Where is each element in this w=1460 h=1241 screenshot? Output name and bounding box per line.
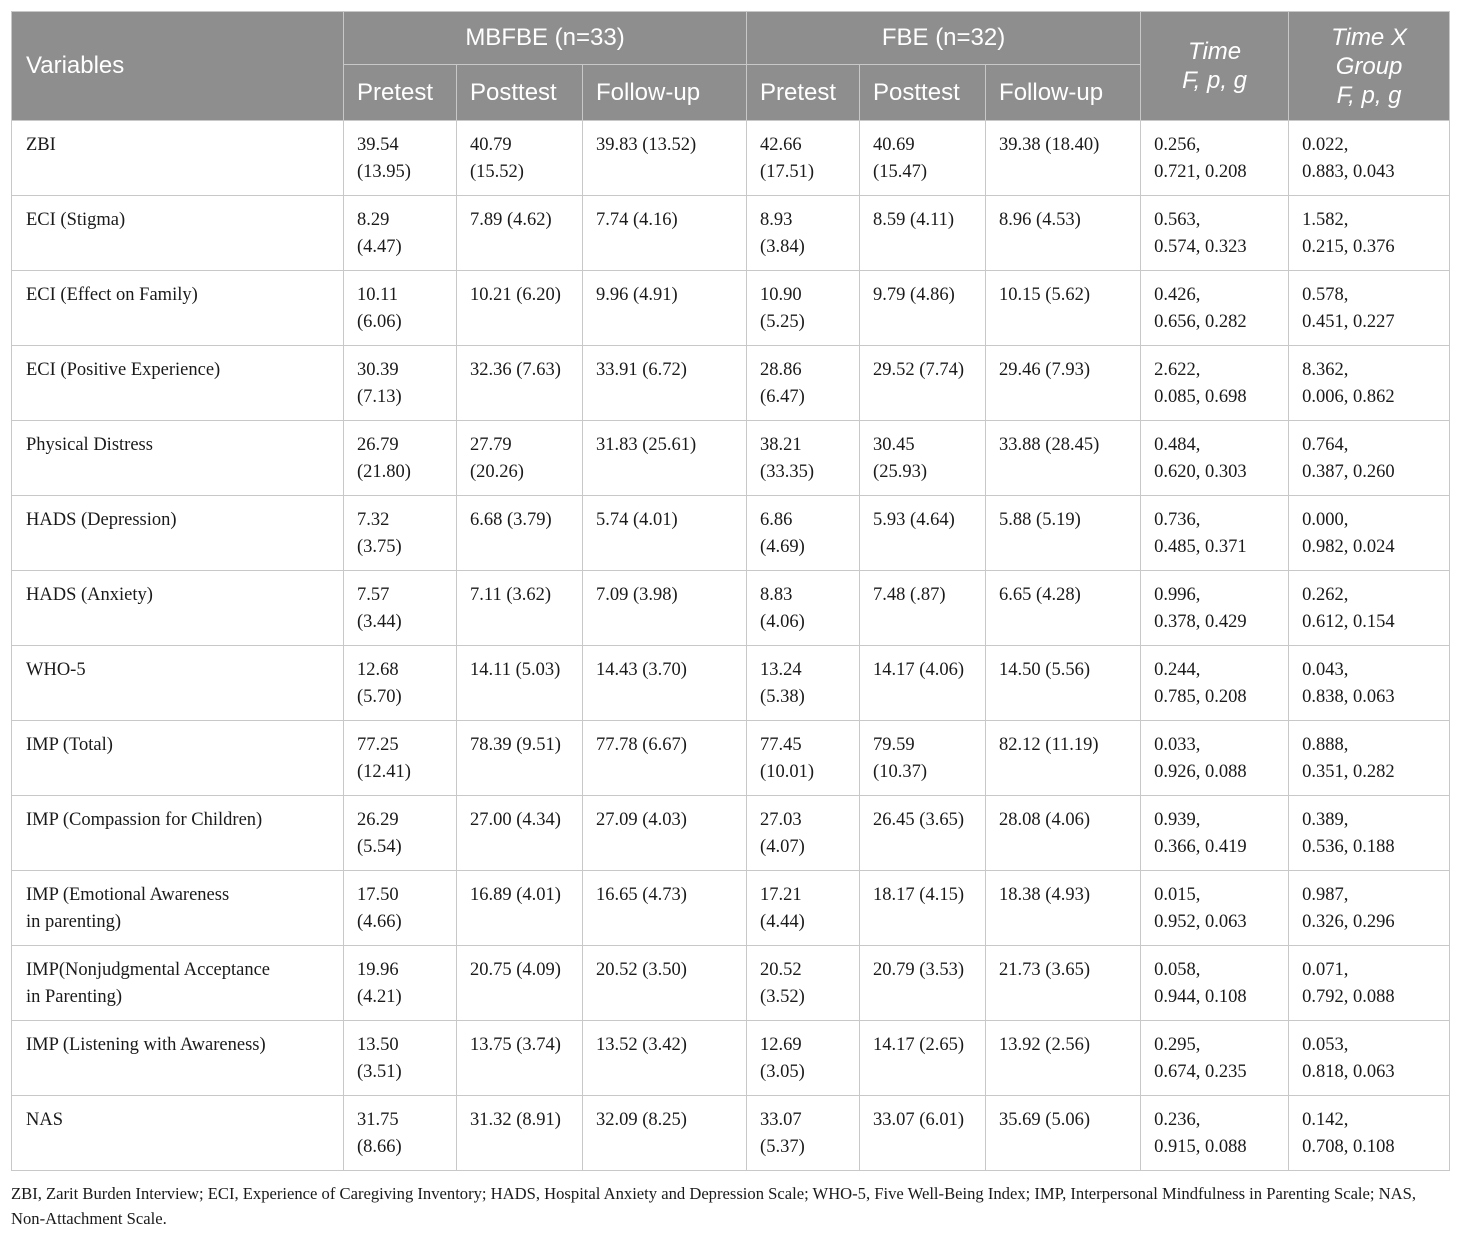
table-row (12, 496, 1450, 571)
value-cell: 77.25 (12.41) (344, 721, 457, 796)
row-variable-cell: ECI (Stigma) (12, 196, 344, 271)
table-body (12, 121, 1450, 1171)
value-cell: 26.29 (5.54) (344, 796, 457, 871)
header-time-x-group (1289, 12, 1450, 121)
row-variable-cell: ECI (Effect on Family) (12, 271, 344, 346)
value-cell: 0.015, 0.952, 0.063 (1141, 871, 1289, 946)
header-fbe-pretest: Pretest (747, 65, 860, 121)
value-cell: 8.83 (4.06) (747, 571, 860, 646)
header-fbe-followup: Follow-up (986, 65, 1141, 121)
header-mbfbe-pretest: Pretest (344, 65, 457, 121)
table-row (12, 346, 1450, 421)
value-cell: 20.79 (3.53) (860, 946, 986, 1021)
value-cell: 0.563, 0.574, 0.323 (1141, 196, 1289, 271)
value-cell: 12.69 (3.05) (747, 1021, 860, 1096)
value-cell: 32.09 (8.25) (583, 1096, 747, 1171)
value-cell: 17.21 (4.44) (747, 871, 860, 946)
value-cell: 14.50 (5.56) (986, 646, 1141, 721)
value-cell: 7.11 (3.62) (457, 571, 583, 646)
value-cell: 38.21 (33.35) (747, 421, 860, 496)
value-cell: 40.69 (15.47) (860, 121, 986, 196)
header-interaction-line2: Group (1335, 52, 1403, 80)
value-cell: 8.29 (4.47) (344, 196, 457, 271)
value-cell: 19.96 (4.21) (344, 946, 457, 1021)
table-row (12, 871, 1450, 946)
value-cell: 26.45 (3.65) (860, 796, 986, 871)
table-row (12, 571, 1450, 646)
value-cell: 8.362, 0.006, 0.862 (1289, 346, 1450, 421)
value-cell: 0.389, 0.536, 0.188 (1289, 796, 1450, 871)
value-cell: 35.69 (5.06) (986, 1096, 1141, 1171)
value-cell: 40.79 (15.52) (457, 121, 583, 196)
value-cell: 2.622, 0.085, 0.698 (1141, 346, 1289, 421)
value-cell: 0.996, 0.378, 0.429 (1141, 571, 1289, 646)
value-cell: 0.043, 0.838, 0.063 (1289, 646, 1450, 721)
value-cell: 5.88 (5.19) (986, 496, 1141, 571)
value-cell: 14.43 (3.70) (583, 646, 747, 721)
value-cell: 0.764, 0.387, 0.260 (1289, 421, 1450, 496)
row-variable-cell: WHO-5 (12, 646, 344, 721)
value-cell: 5.93 (4.64) (860, 496, 986, 571)
value-cell: 10.11 (6.06) (344, 271, 457, 346)
value-cell: 21.73 (3.65) (986, 946, 1141, 1021)
value-cell: 27.03 (4.07) (747, 796, 860, 871)
value-cell: 0.053, 0.818, 0.063 (1289, 1021, 1450, 1096)
value-cell: 31.75 (8.66) (344, 1096, 457, 1171)
value-cell: 30.45 (25.93) (860, 421, 986, 496)
value-cell: 26.79 (21.80) (344, 421, 457, 496)
value-cell: 82.12 (11.19) (986, 721, 1141, 796)
value-cell: 20.52 (3.52) (747, 946, 860, 1021)
table-row (12, 271, 1450, 346)
value-cell: 0.033, 0.926, 0.088 (1141, 721, 1289, 796)
row-variable-cell: IMP (Compassion for Children) (12, 796, 344, 871)
header-time-line2: F, p, g (1182, 67, 1248, 94)
value-cell: 33.07 (5.37) (747, 1096, 860, 1171)
value-cell: 14.11 (5.03) (457, 646, 583, 721)
value-cell: 7.32 (3.75) (344, 496, 457, 571)
value-cell: 17.50 (4.66) (344, 871, 457, 946)
value-cell: 7.09 (3.98) (583, 571, 747, 646)
value-cell: 18.38 (4.93) (986, 871, 1141, 946)
results-table (11, 11, 1450, 1171)
value-cell: 8.93 (3.84) (747, 196, 860, 271)
value-cell: 39.38 (18.40) (986, 121, 1141, 196)
header-mbfbe-followup: Follow-up (583, 65, 747, 121)
row-variable-cell: IMP (Total) (12, 721, 344, 796)
value-cell: 30.39 (7.13) (344, 346, 457, 421)
value-cell: 9.96 (4.91) (583, 271, 747, 346)
value-cell: 33.88 (28.45) (986, 421, 1141, 496)
value-cell: 6.65 (4.28) (986, 571, 1141, 646)
table-row (12, 1096, 1450, 1171)
value-cell: 16.65 (4.73) (583, 871, 747, 946)
value-cell: 14.17 (4.06) (860, 646, 986, 721)
value-cell: 8.59 (4.11) (860, 196, 986, 271)
value-cell: 5.74 (4.01) (583, 496, 747, 571)
row-variable-cell: ECI (Positive Experience) (12, 346, 344, 421)
value-cell: 7.57 (3.44) (344, 571, 457, 646)
value-cell: 29.52 (7.74) (860, 346, 986, 421)
table-row (12, 721, 1450, 796)
value-cell: 6.86 (4.69) (747, 496, 860, 571)
value-cell: 0.000, 0.982, 0.024 (1289, 496, 1450, 571)
value-cell: 0.888, 0.351, 0.282 (1289, 721, 1450, 796)
value-cell: 13.24 (5.38) (747, 646, 860, 721)
row-variable-cell: IMP(Nonjudgmental Acceptance in Parenting) (12, 946, 344, 1021)
value-cell: 27.09 (4.03) (583, 796, 747, 871)
value-cell: 27.79 (20.26) (457, 421, 583, 496)
table-row (12, 196, 1450, 271)
value-cell: 28.08 (4.06) (986, 796, 1141, 871)
header-interaction-line1: Time X (1331, 23, 1407, 51)
value-cell: 20.75 (4.09) (457, 946, 583, 1021)
value-cell: 7.74 (4.16) (583, 196, 747, 271)
value-cell: 0.939, 0.366, 0.419 (1141, 796, 1289, 871)
value-cell: 0.484, 0.620, 0.303 (1141, 421, 1289, 496)
value-cell: 79.59 (10.37) (860, 721, 986, 796)
value-cell: 13.92 (2.56) (986, 1021, 1141, 1096)
value-cell: 0.071, 0.792, 0.088 (1289, 946, 1450, 1021)
value-cell: 31.83 (25.61) (583, 421, 747, 496)
value-cell: 0.058, 0.944, 0.108 (1141, 946, 1289, 1021)
value-cell: 27.00 (4.34) (457, 796, 583, 871)
table-footnote: ZBI, Zarit Burden Interview; ECI, Experience of Caregiving Inventory; HADS, Hospital Anxiety and Depression Scale; WHO-5, Five Well-Being Index; IMP, Interpersonal Mindfulness in Parenting Scale; NAS, Non-Attachment Scale. (11, 1184, 1417, 1228)
value-cell: 13.50 (3.51) (344, 1021, 457, 1096)
value-cell: 0.736, 0.485, 0.371 (1141, 496, 1289, 571)
value-cell: 78.39 (9.51) (457, 721, 583, 796)
row-variable-cell: HADS (Depression) (12, 496, 344, 571)
value-cell: 32.36 (7.63) (457, 346, 583, 421)
value-cell: 7.48 (.87) (860, 571, 986, 646)
value-cell: 0.262, 0.612, 0.154 (1289, 571, 1450, 646)
header-group-fbe: FBE (n=32) (747, 12, 1141, 65)
value-cell: 77.78 (6.67) (583, 721, 747, 796)
row-variable-cell: HADS (Anxiety) (12, 571, 344, 646)
value-cell: 20.52 (3.50) (583, 946, 747, 1021)
value-cell: 0.236, 0.915, 0.088 (1141, 1096, 1289, 1171)
value-cell: 31.32 (8.91) (457, 1096, 583, 1171)
table-row (12, 646, 1450, 721)
table-row (12, 1021, 1450, 1096)
table-container (11, 11, 1449, 1231)
value-cell: 9.79 (4.86) (860, 271, 986, 346)
header-time (1141, 12, 1289, 121)
value-cell: 39.83 (13.52) (583, 121, 747, 196)
row-variable-cell: IMP (Listening with Awareness) (12, 1021, 344, 1096)
header-time-line1: Time (1188, 38, 1242, 65)
value-cell: 18.17 (4.15) (860, 871, 986, 946)
header-mbfbe-posttest: Posttest (457, 65, 583, 121)
table-row (12, 121, 1450, 196)
value-cell: 39.54 (13.95) (344, 121, 457, 196)
value-cell: 0.256, 0.721, 0.208 (1141, 121, 1289, 196)
value-cell: 16.89 (4.01) (457, 871, 583, 946)
header-group-mbfbe: MBFBE (n=33) (344, 12, 747, 65)
value-cell: 28.86 (6.47) (747, 346, 860, 421)
row-variable-cell: Physical Distress (12, 421, 344, 496)
table-row (12, 796, 1450, 871)
value-cell: 77.45 (10.01) (747, 721, 860, 796)
value-cell: 8.96 (4.53) (986, 196, 1141, 271)
header-interaction-line3: F, p, g (1336, 81, 1402, 109)
value-cell: 1.582, 0.215, 0.376 (1289, 196, 1450, 271)
value-cell: 10.15 (5.62) (986, 271, 1141, 346)
value-cell: 33.07 (6.01) (860, 1096, 986, 1171)
value-cell: 0.987, 0.326, 0.296 (1289, 871, 1450, 946)
value-cell: 29.46 (7.93) (986, 346, 1141, 421)
table-row (12, 421, 1450, 496)
value-cell: 10.21 (6.20) (457, 271, 583, 346)
row-variable-cell: ZBI (12, 121, 344, 196)
value-cell: 6.68 (3.79) (457, 496, 583, 571)
value-cell: 0.022, 0.883, 0.043 (1289, 121, 1450, 196)
value-cell: 13.52 (3.42) (583, 1021, 747, 1096)
header-fbe-posttest: Posttest (860, 65, 986, 121)
value-cell: 42.66 (17.51) (747, 121, 860, 196)
value-cell: 0.295, 0.674, 0.235 (1141, 1021, 1289, 1096)
value-cell: 0.426, 0.656, 0.282 (1141, 271, 1289, 346)
value-cell: 7.89 (4.62) (457, 196, 583, 271)
table-row (12, 946, 1450, 1021)
value-cell: 0.244, 0.785, 0.208 (1141, 646, 1289, 721)
value-cell: 10.90 (5.25) (747, 271, 860, 346)
value-cell: 13.75 (3.74) (457, 1021, 583, 1096)
value-cell: 0.578, 0.451, 0.227 (1289, 271, 1450, 346)
value-cell: 12.68 (5.70) (344, 646, 457, 721)
row-variable-cell: IMP (Emotional Awareness in parenting) (12, 871, 344, 946)
value-cell: 14.17 (2.65) (860, 1021, 986, 1096)
value-cell: 33.91 (6.72) (583, 346, 747, 421)
row-variable-cell: NAS (12, 1096, 344, 1171)
value-cell: 0.142, 0.708, 0.108 (1289, 1096, 1450, 1171)
header-variables: Variables (12, 12, 344, 121)
